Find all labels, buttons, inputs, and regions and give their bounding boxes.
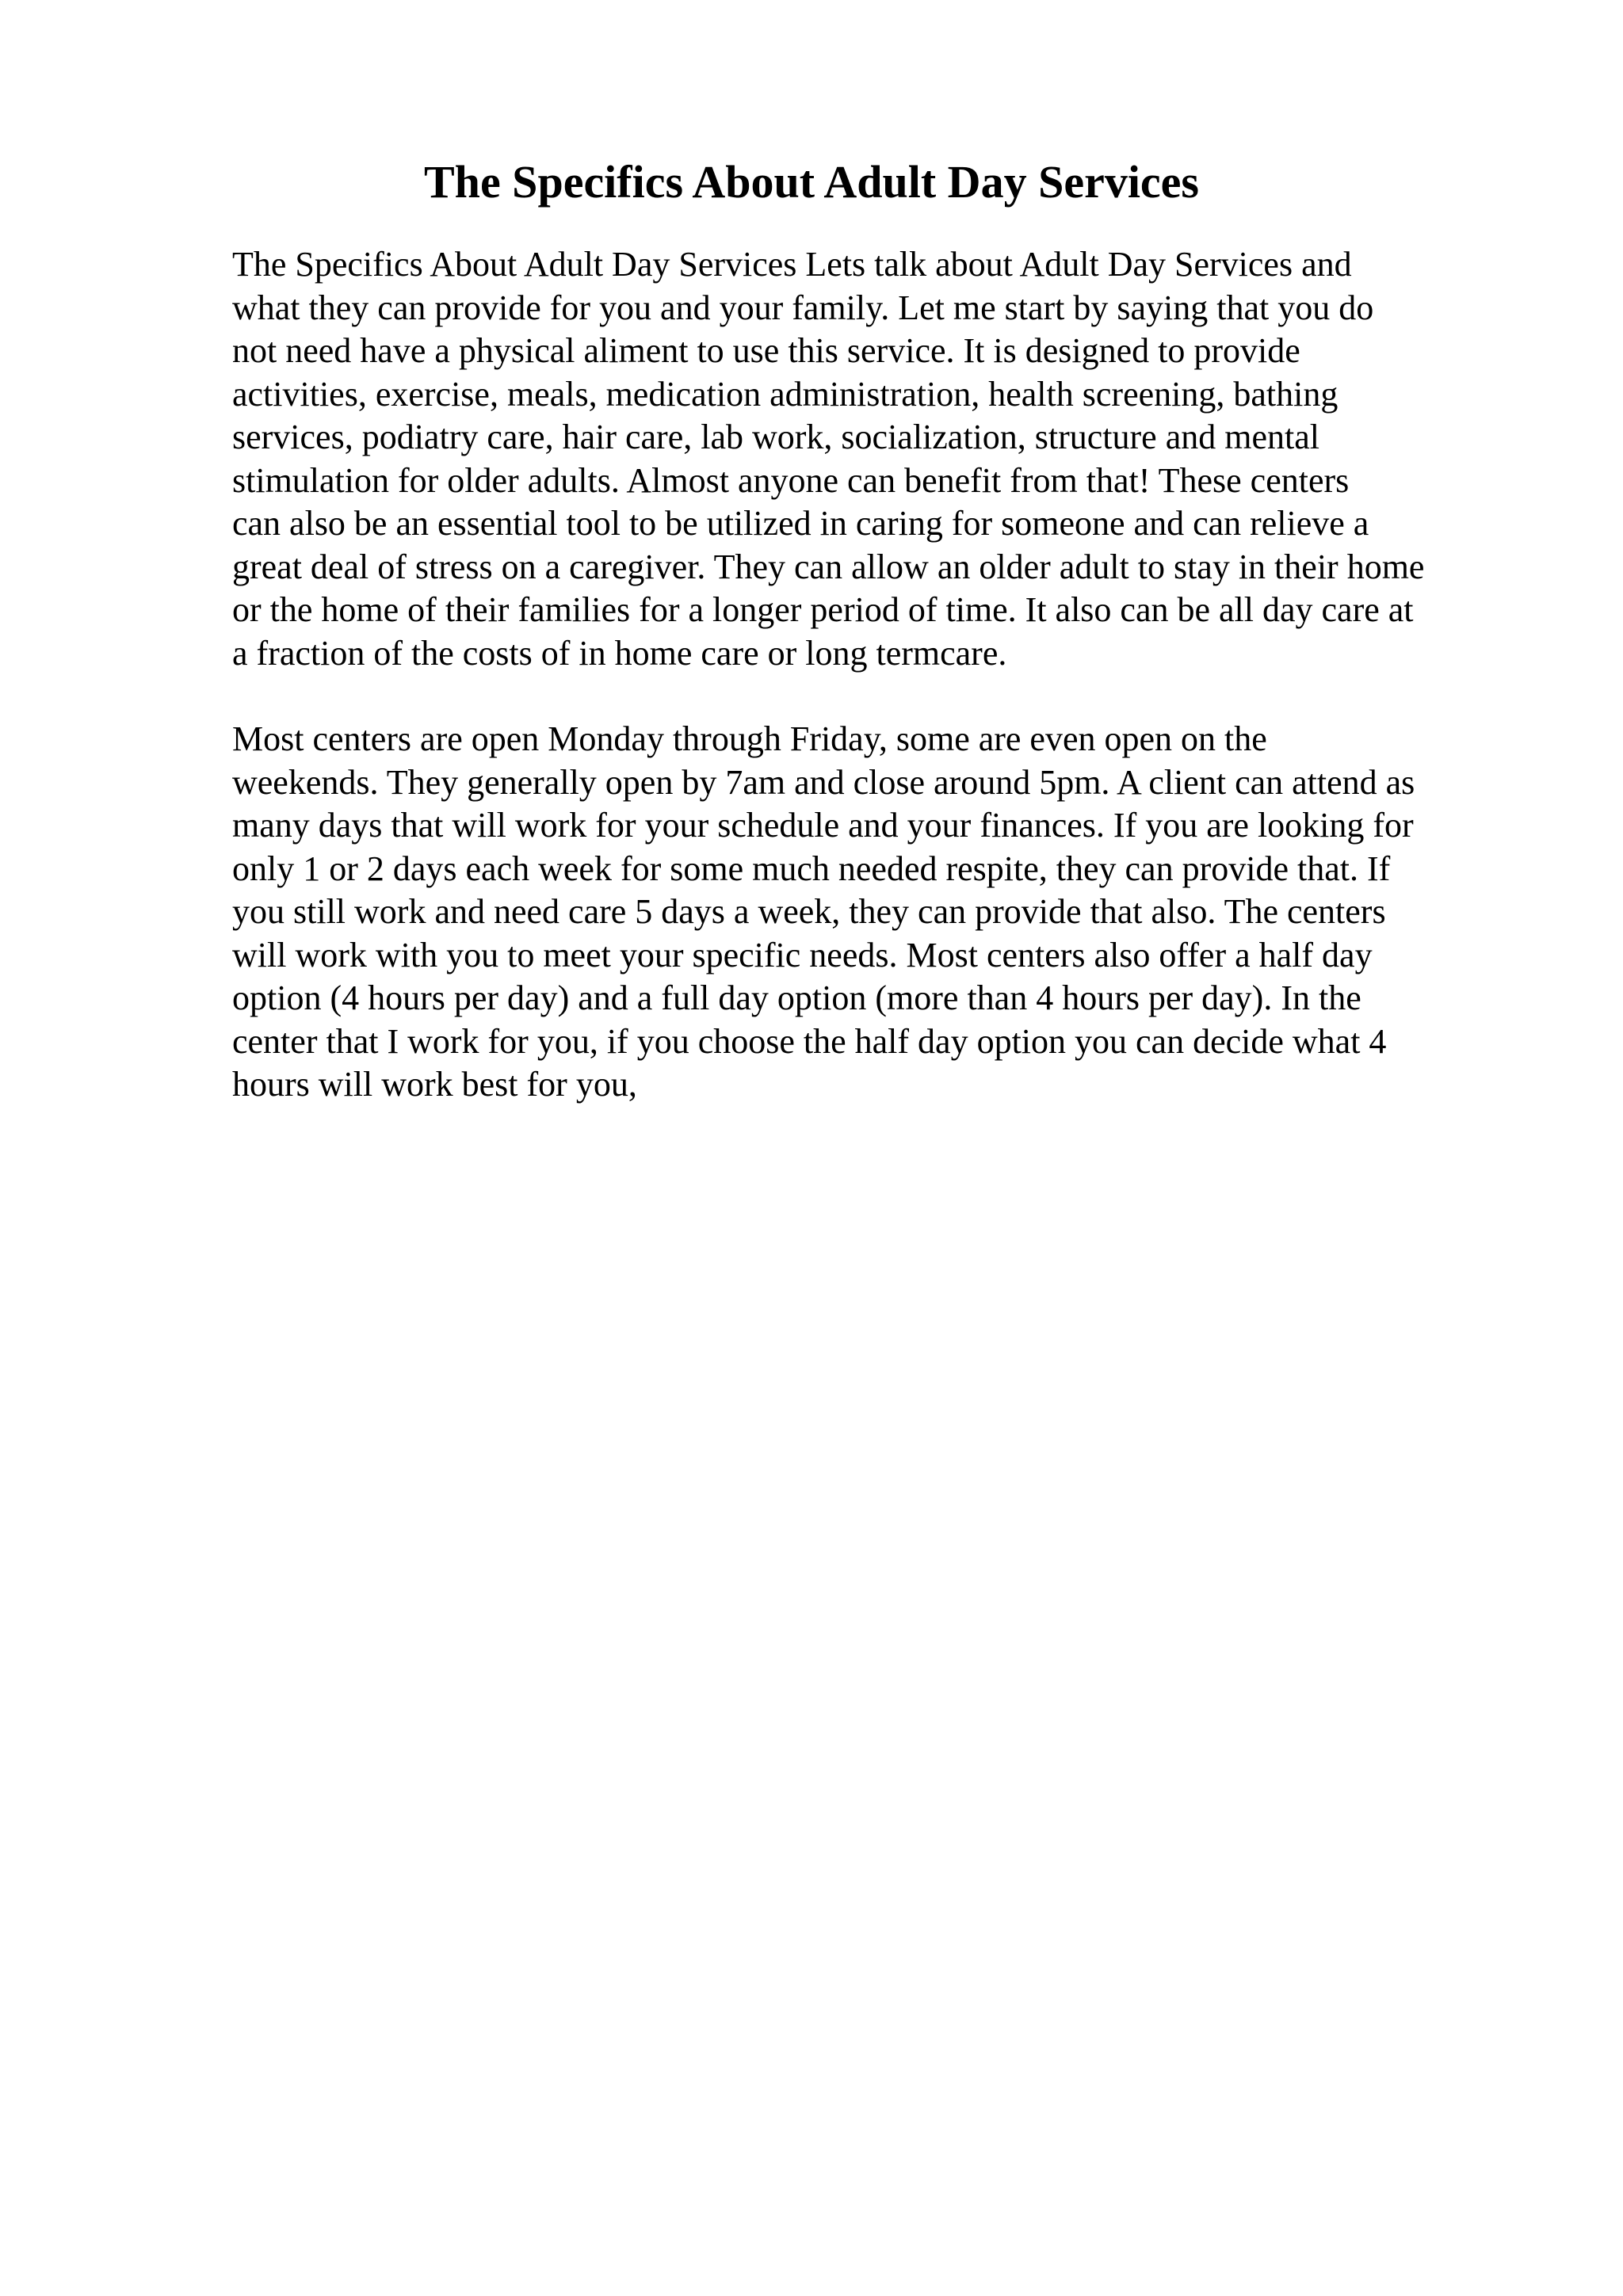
document-title: The Specifics About Adult Day Services	[424, 156, 1199, 208]
paragraph-1	[232, 243, 1516, 675]
text-line: many days that will work for your schedule and your finances. If you are looking for	[232, 806, 1414, 845]
text-line: services, podiatry care, hair care, lab work, socialization, structure and mental	[232, 418, 1319, 456]
text-line: Most centers are open Monday through Friday, some are even open on the	[232, 719, 1267, 758]
text-line: or the home of their families for a longer period of time. It also can be all day care at	[232, 590, 1414, 629]
text-line: option (4 hours per day) and a full day option (more than 4 hours per day). In the	[232, 978, 1361, 1017]
text-line: can also be an essential tool to be utilized in caring for someone and can relieve a	[232, 504, 1369, 543]
text-line: what they can provide for you and your family. Let me start by saying that you do	[232, 288, 1374, 327]
text-line: only 1 or 2 days each week for some much needed respite, they can provide that. If	[232, 849, 1391, 888]
text-line: The Specifics About Adult Day Services Lets talk about Adult Day Services and	[232, 245, 1352, 284]
text-line: activities, exercise, meals, medication administration, health screening, bathing	[232, 374, 1338, 414]
text-line: great deal of stress on a caregiver. They can allow an older adult to stay in their home	[232, 547, 1425, 586]
text-line: hours will work best for you,	[232, 1065, 637, 1104]
text-line: stimulation for older adults. Almost anyone can benefit from that! These centers	[232, 460, 1350, 500]
paragraph-2	[232, 718, 1516, 1107]
text-line: center that I work for you, if you choose the half day option you can decide what 4	[232, 1021, 1387, 1061]
text-line: a fraction of the costs of in home care or long termcare.	[232, 633, 1007, 673]
text-line: weekends. They generally open by 7am and close around 5pm. A client can attend as	[232, 762, 1415, 802]
text-line: will work with you to meet your specific needs. Most centers also offer a half day	[232, 935, 1373, 974]
document-body	[232, 243, 1516, 1150]
text-line: you still work and need care 5 days a week, they can provide that also. The centers	[232, 892, 1386, 931]
text-line: not need have a physical aliment to use this service. It is designed to provide	[232, 331, 1300, 370]
